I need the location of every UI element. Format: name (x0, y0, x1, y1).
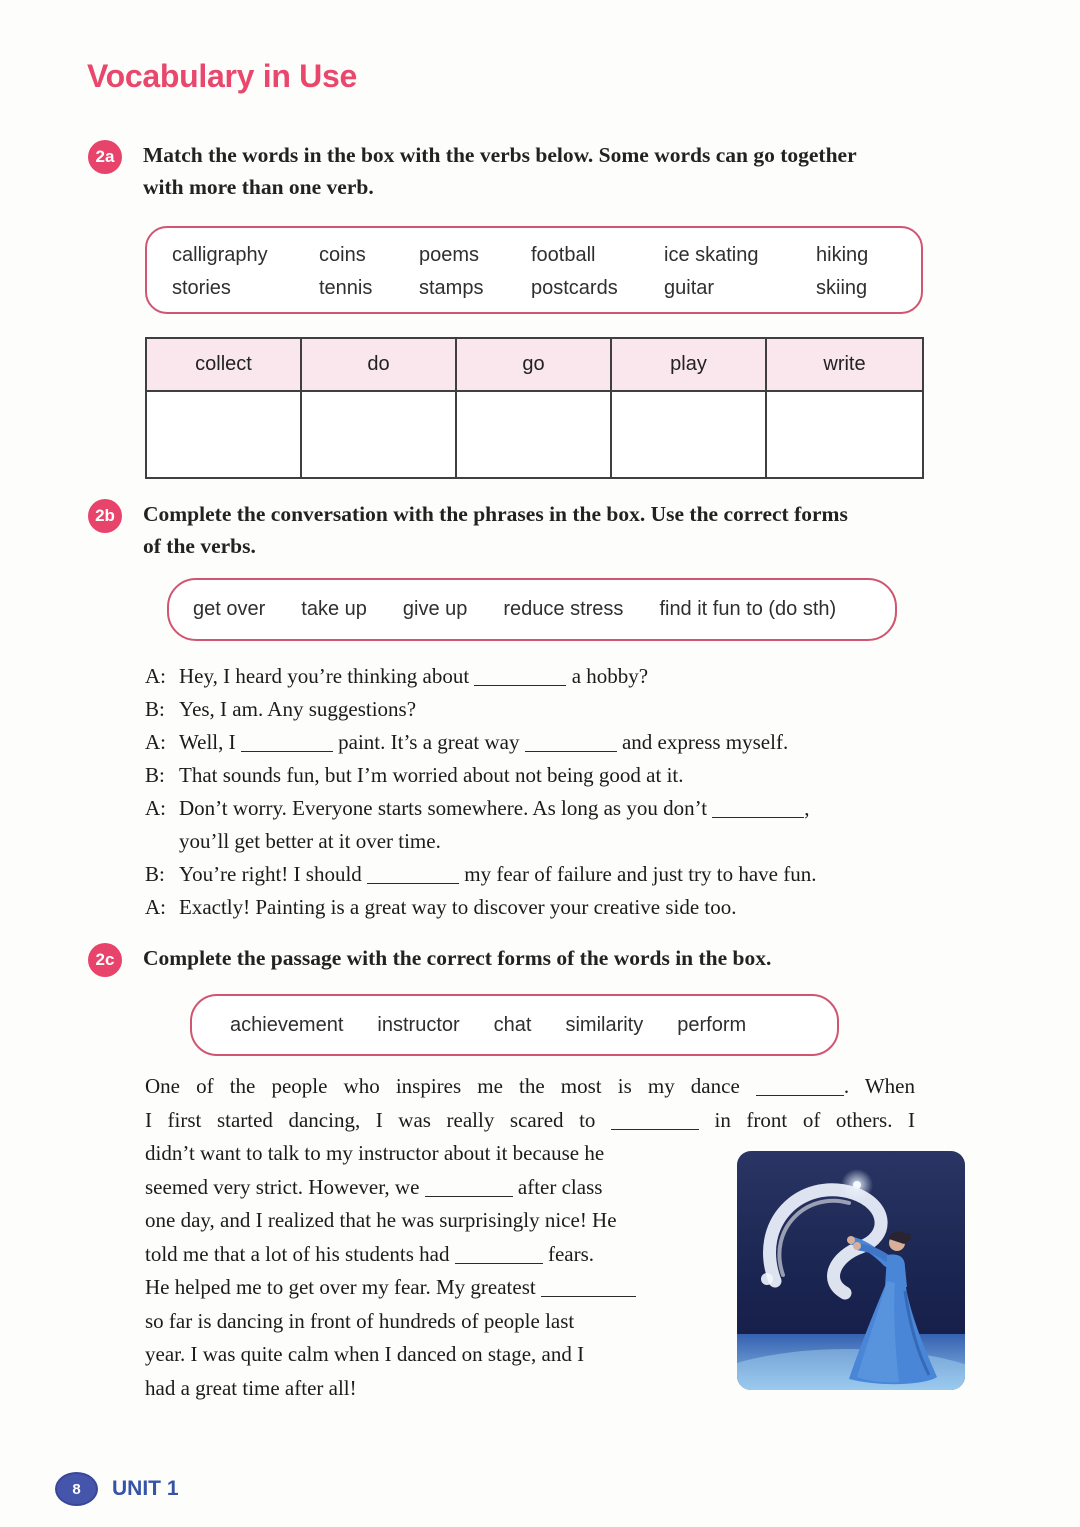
word-item: similarity (565, 1013, 644, 1036)
text-run: That sounds fun, but I’m worried about not being good at it. (179, 763, 684, 787)
dialogue-line (145, 660, 817, 693)
dialogue-line (145, 792, 817, 825)
word-item: stamps (419, 277, 484, 299)
verb-table-header-cell: go (457, 339, 612, 392)
fill-in-blank[interactable] (425, 1178, 513, 1197)
dancer-photo-art (737, 1151, 965, 1390)
instruction-2a-line1: Match the words in the box with the verbs below. Some words can go together (143, 143, 857, 167)
text-run: and express myself. (616, 730, 789, 754)
word-box-2c (190, 994, 839, 1056)
fill-in-blank[interactable] (712, 799, 804, 818)
speaker-label: A: (145, 895, 166, 919)
text-run: after class (512, 1174, 603, 1199)
verb-table-answer-cell[interactable] (147, 392, 302, 477)
phrase-item: find it fun to (do sth) (659, 598, 837, 620)
unit-label: UNIT 1 (112, 1477, 179, 1500)
dialogue-line (145, 858, 817, 891)
text-run: Don’t worry. Everyone starts somewhere. As long as you don’t (179, 796, 713, 820)
dialogue-line (145, 693, 817, 726)
word-item: guitar (664, 277, 715, 299)
text-run: in front of others. I (698, 1107, 915, 1132)
speaker-label: B: (145, 763, 165, 787)
fill-in-blank[interactable] (756, 1077, 844, 1096)
word-box-2a-rows (147, 228, 921, 305)
phrase-item: reduce stress (503, 598, 624, 620)
section-badge-2a: 2a (88, 140, 122, 174)
text-run: I first started dancing, I was really scared to (145, 1107, 611, 1132)
verb-table-answer-cell[interactable] (302, 392, 457, 477)
fill-in-blank[interactable] (455, 1245, 543, 1264)
text-run: one day, and I realized that he was surprisingly nice! He (145, 1208, 617, 1232)
text-run: year. I was quite calm when I danced on stage, and I (145, 1342, 585, 1366)
instruction-2a (143, 139, 943, 203)
text-run: fears. (542, 1241, 595, 1266)
verb-table-answer-cell[interactable] (457, 392, 612, 477)
passage-line (145, 1104, 915, 1138)
phrase-item: get over (193, 598, 266, 620)
dancer-photo (737, 1151, 965, 1390)
text-run: paint. It’s a great way (332, 730, 525, 754)
text-run: didn’t want to talk to my instructor about it because he (145, 1141, 605, 1165)
text-run: Exactly! Painting is a great way to discover your creative side too. (179, 895, 737, 919)
verb-table-header-cell: do (302, 339, 457, 392)
speaker-label: A: (145, 664, 166, 688)
word-box-2a (145, 226, 923, 314)
instruction-2b (143, 498, 943, 562)
dialogue-line (145, 726, 817, 759)
word-item: chat (493, 1013, 532, 1036)
section-badge-2c: 2c (88, 943, 122, 977)
phrase-item: give up (402, 598, 468, 620)
text-run: One of the people who inspires me the most is my dance (145, 1074, 756, 1098)
page-title: Vocabulary in Use (87, 58, 357, 94)
verb-table-header-cell: collect (147, 339, 302, 392)
page-number-badge: 8 (55, 1472, 98, 1506)
word-item: ice skating (664, 244, 759, 266)
text-run: told me that a lot of his students had (145, 1241, 455, 1266)
word-box-row (172, 239, 921, 272)
text-run: Well, I (179, 730, 241, 754)
word-item: calligraphy (172, 244, 268, 266)
fill-in-blank[interactable] (541, 1278, 636, 1297)
phrase-item: take up (301, 598, 367, 620)
text-run: . When (843, 1074, 915, 1098)
instruction-2b-line1: Complete the conversation with the phrases in the box. Use the correct forms (143, 502, 848, 526)
word-item: tennis (319, 277, 373, 299)
speaker-label: A: (145, 730, 166, 754)
text-run: He helped me to get over my fear. My greatest (145, 1275, 541, 1299)
verb-table-answer-cell[interactable] (767, 392, 922, 477)
text-run: my fear of failure and just try to have fun. (459, 862, 817, 886)
word-item: poems (419, 244, 480, 266)
verb-table-header-cell: play (612, 339, 767, 392)
instruction-2c (143, 942, 943, 974)
word-box-2c-items (192, 996, 837, 1054)
dialogue-line (145, 891, 817, 924)
phrase-box-2b-items (169, 580, 895, 639)
fill-in-blank[interactable] (241, 733, 333, 752)
word-item: football (531, 244, 596, 266)
verb-table-answer-cell[interactable] (612, 392, 767, 477)
dialogue (145, 660, 817, 924)
dialogue-line (145, 825, 817, 858)
word-box-row (172, 272, 921, 305)
text-run: a hobby? (566, 664, 649, 688)
speaker-label: A: (145, 796, 166, 820)
fill-in-blank[interactable] (474, 667, 566, 686)
verb-table-header-cell: write (767, 339, 922, 392)
fill-in-blank[interactable] (611, 1111, 699, 1130)
word-item: coins (319, 244, 366, 266)
verb-table-body-row (147, 392, 922, 477)
word-item: hiking (816, 244, 869, 266)
instruction-2b-line2: of the verbs. (143, 534, 256, 558)
text-run: seemed very strict. However, we (145, 1174, 425, 1199)
word-item: instructor (377, 1013, 460, 1036)
verb-table-header-row (147, 339, 922, 392)
word-item: postcards (531, 277, 618, 299)
word-item: perform (677, 1013, 747, 1036)
text-run: You’re right! I should (179, 862, 368, 886)
verb-table (145, 337, 924, 479)
word-item: skiing (816, 277, 868, 299)
text-run: , (804, 796, 810, 820)
instruction-2c-line1: Complete the passage with the correct forms of the words in the box. (143, 946, 772, 970)
speaker-label: B: (145, 862, 165, 886)
word-item: stories (172, 277, 231, 299)
phrase-box-2b (167, 578, 897, 641)
text-run: Hey, I heard you’re thinking about (179, 664, 475, 688)
speaker-label: B: (145, 697, 165, 721)
text-run: you’ll get better at it over time. (179, 829, 441, 853)
fill-in-blank[interactable] (525, 733, 617, 752)
text-run: so far is dancing in front of hundreds of people last (145, 1308, 575, 1333)
text-run: had a great time after all! (145, 1375, 357, 1400)
dialogue-line (145, 759, 817, 792)
text-run: Yes, I am. Any suggestions? (179, 697, 417, 721)
passage-line (145, 1070, 915, 1104)
fill-in-blank[interactable] (367, 865, 459, 884)
section-badge-2b: 2b (88, 499, 122, 533)
instruction-2a-line2: with more than one verb. (143, 175, 374, 199)
word-item: achievement (230, 1013, 344, 1036)
